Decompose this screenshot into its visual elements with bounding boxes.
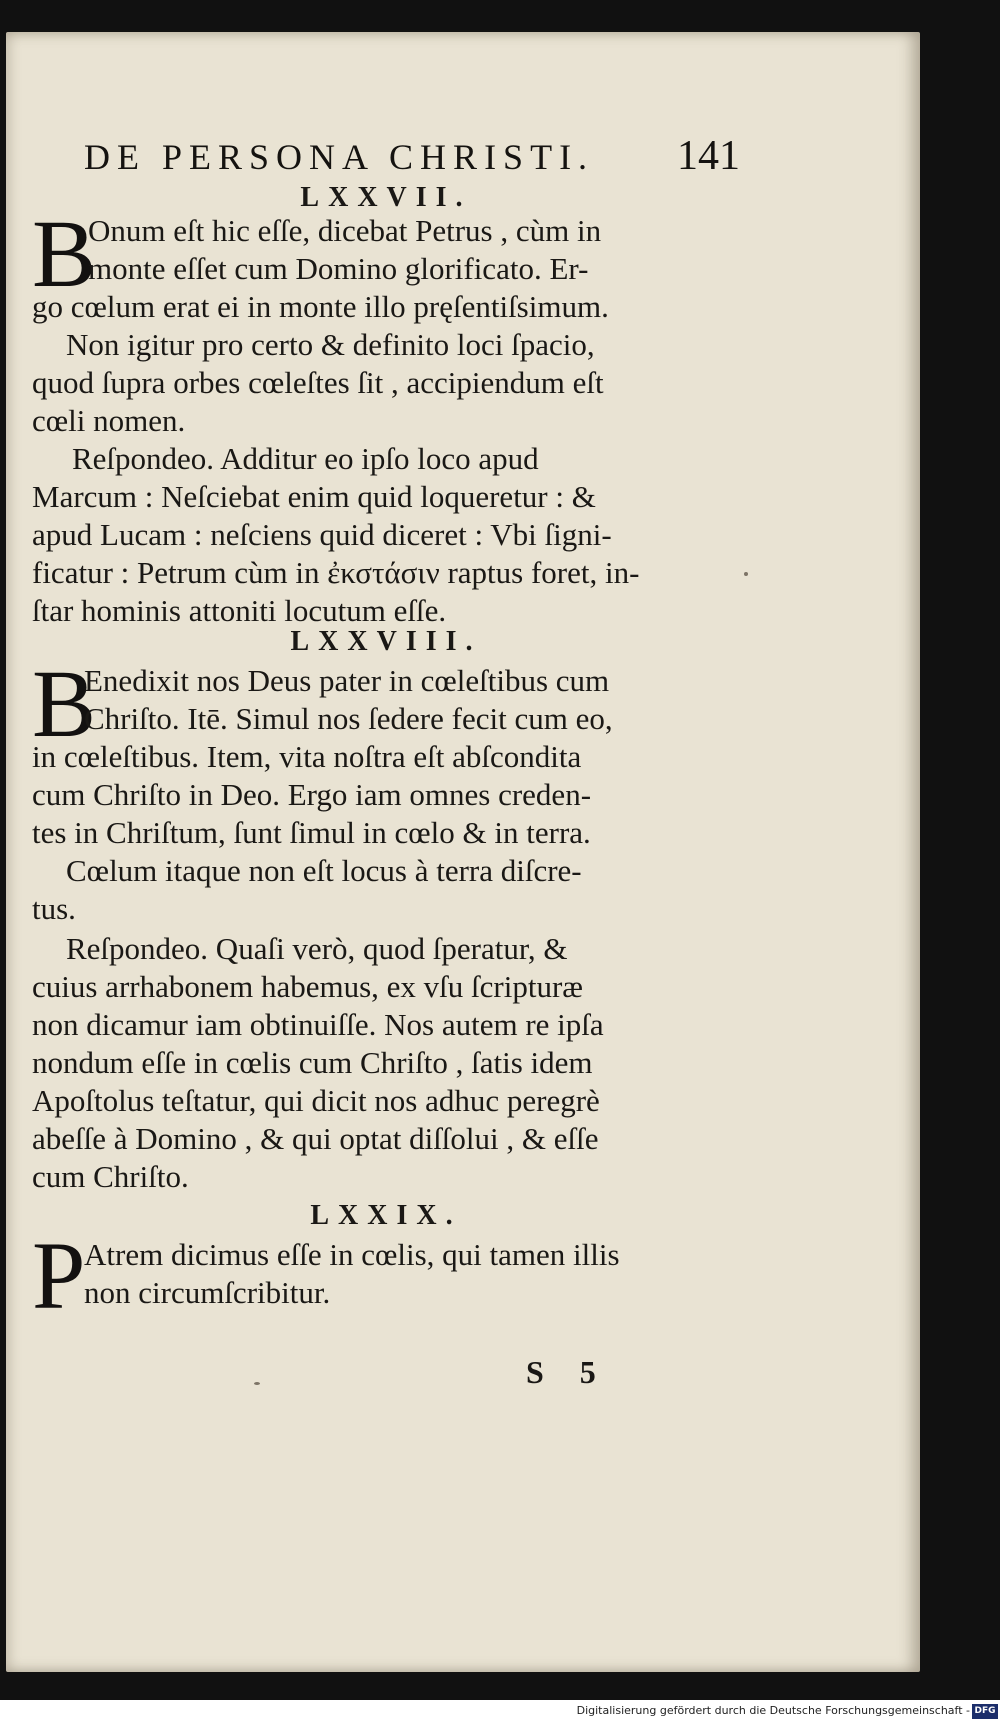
page-number: 141 [677, 133, 740, 179]
text-line: Reſpondeo. Additur eo ipſo loco apud [72, 441, 539, 476]
text-line: tus. [32, 891, 76, 926]
funding-notice: Digitalisierung gefördert durch die Deutsche Forschungsgemeinschaft - [576, 1704, 970, 1717]
text-line: go cœlum erat ei in monte illo pręſentiſsimum. [32, 289, 609, 324]
paper-speck [744, 572, 748, 576]
text-line: Cœlum itaque non eſt locus à terra diſcre- [66, 853, 582, 888]
text-line: Atrem dicimus eſſe in cœlis, qui tamen illis [84, 1237, 620, 1272]
drop-cap: P [32, 1222, 86, 1329]
section-heading: LXXVII. [300, 182, 472, 213]
text-line: Enedixit nos Deus pater in cœleſtibus cum [84, 663, 610, 698]
text-line: Onum eſt hic eſſe, dicebat Petrus , cùm in [88, 213, 602, 248]
running-title: DE PERSONA CHRISTI. [84, 137, 595, 177]
drop-cap: B [32, 650, 97, 757]
text-line: quod ſupra orbes cœleſtes ſit , accipiendum eſt [32, 365, 604, 400]
footer-bar [0, 1700, 1000, 1724]
text-line: Non igitur pro certo & definito loci ſpacio, [66, 327, 595, 362]
text-line: non dicamur iam obtinuiſſe. Nos autem re ipſa [32, 1007, 604, 1042]
drop-cap: B [32, 200, 97, 307]
text-line: ſtar hominis attoniti locutum eſſe. [32, 593, 447, 628]
paper-speck [254, 1382, 260, 1385]
text-line: Marcum : Neſciebat enim quid loqueretur : & [32, 479, 596, 514]
text-line: Apoſtolus teſtatur, qui dicit nos adhuc peregrè [32, 1083, 600, 1118]
text-line: non circumſcribitur. [84, 1275, 331, 1310]
section-heading: LXXIX. [310, 1200, 462, 1231]
text-line: Reſpondeo. Quaſi verò, quod ſperatur, & [66, 931, 568, 966]
text-line: cœli nomen. [32, 403, 186, 438]
text-line: cum Chriſto. [32, 1159, 189, 1194]
text-line: monte eſſet cum Domino glorificato. Er- [88, 251, 589, 286]
text-line: cum Chriſto in Deo. Ergo iam omnes creden- [32, 777, 592, 812]
text-line: tes in Chriſtum, ſunt ſimul in cœlo & in terra. [32, 815, 591, 850]
section-heading: LXXVIII. [290, 626, 482, 657]
signature-mark: S 5 [526, 1354, 610, 1390]
running-header [84, 130, 740, 186]
text-line: in cœleſtibus. Item, vita noſtra eſt abſcondita [32, 739, 582, 774]
text-line: abeſſe à Domino , & qui optat diſſolui , & eſſe [32, 1121, 599, 1156]
text-line: ficatur : Petrum cùm in ἐκστάσιν raptus foret, in- [32, 555, 640, 590]
dfg-logo: DFG [972, 1704, 998, 1719]
text-line: Chriſto. Itē. Simul nos ſedere fecit cum eo, [84, 701, 613, 736]
text-line: apud Lucam : neſciens quid diceret : Vbi ſigni- [32, 517, 612, 552]
text-line: nondum eſſe in cœlis cum Chriſto , ſatis idem [32, 1045, 593, 1080]
book-page [6, 32, 920, 1672]
text-line: cuius arrhabonem habemus, ex vſu ſcripturæ [32, 969, 583, 1004]
